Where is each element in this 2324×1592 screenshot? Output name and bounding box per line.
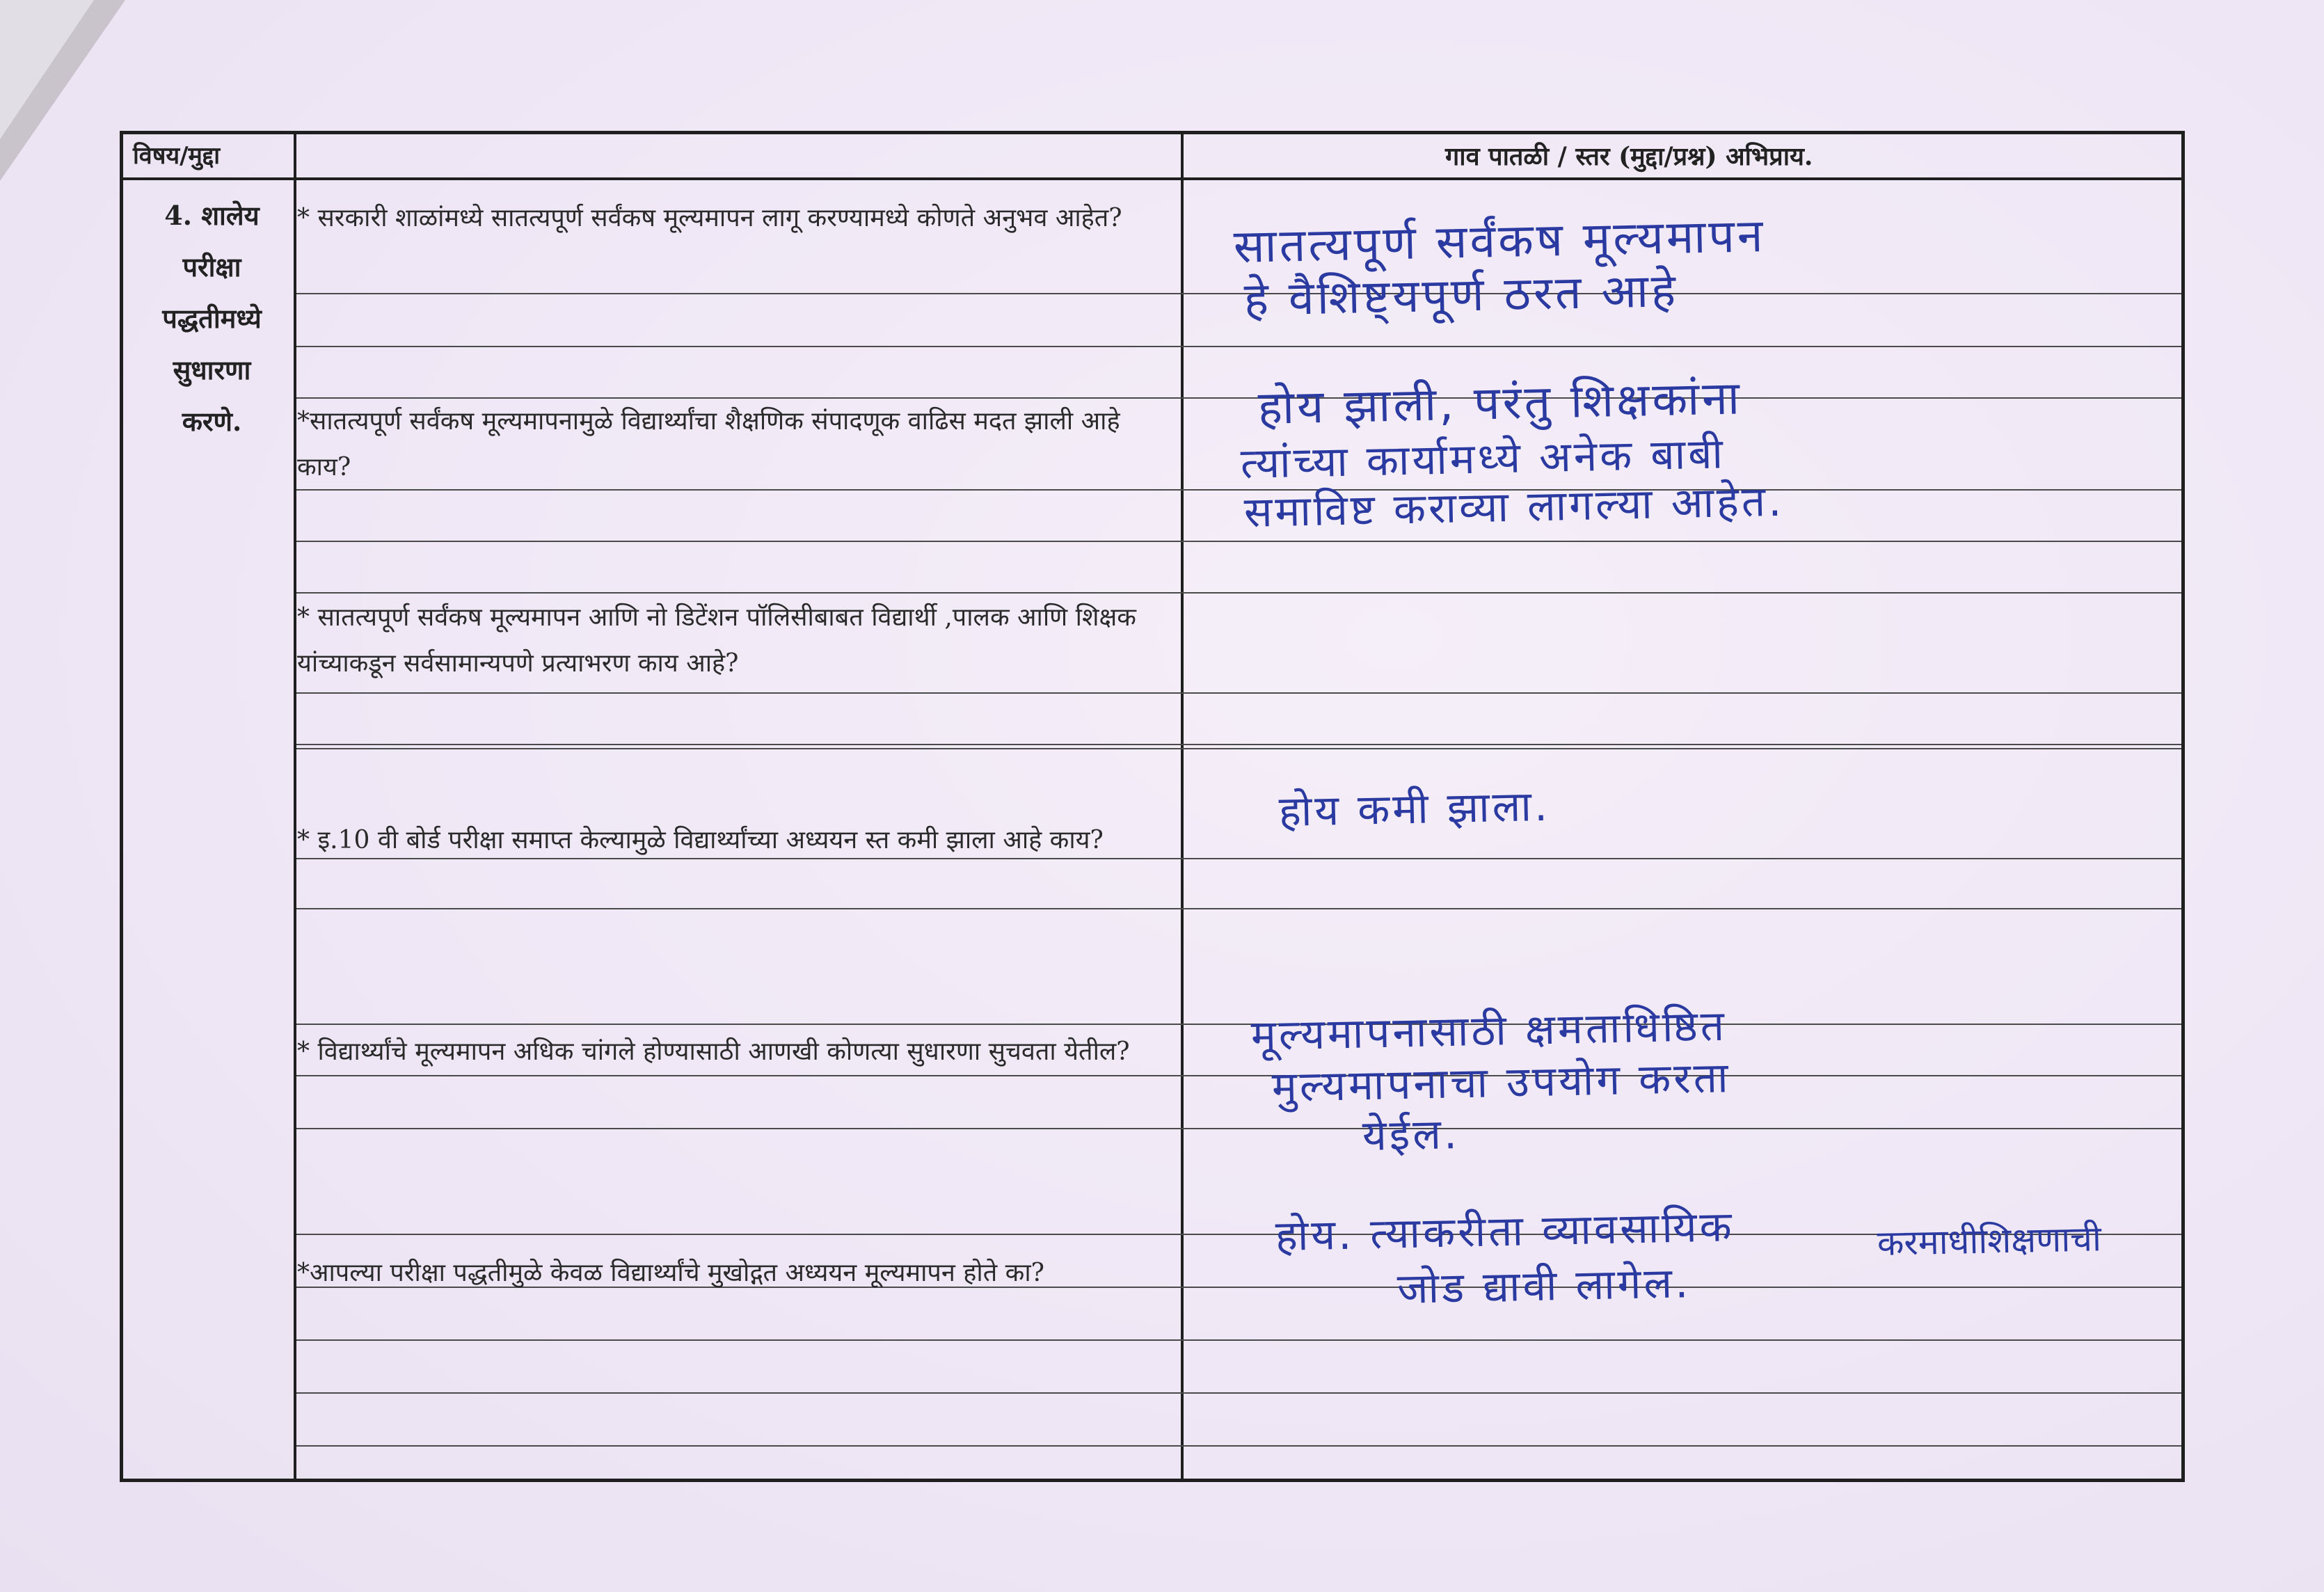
subject-line: करणे. [182, 406, 242, 437]
answer-6-line-1-tail: करमाधीशिक्षणाची [1877, 1218, 2102, 1264]
answer-2-line-1: होय झाली, परंतु शिक्षकांना [1257, 371, 1743, 435]
ruled-line [296, 1392, 2181, 1394]
answer-6-line-1: होय. त्याकरीता व्यावसायिक [1275, 1202, 1735, 1261]
answer-2-line-3: समाविष्ट कराव्या लागल्या आहेत. [1243, 477, 1785, 537]
subject-line: 4. शालेय [164, 200, 260, 231]
ruled-line [296, 692, 2181, 694]
question-6: *आपल्या परीक्षा पद्धतीमुळे केवळ विद्यार्थ्यांचे मुखोद्गत अध्ययन मूल्यमापन होते का? [297, 1259, 1044, 1287]
header-response: गाव पातळी / स्तर (मुद्दा/प्रश्न) अभिप्राय. [1445, 142, 1813, 171]
ruled-line [296, 744, 2181, 745]
question-4: * इ.10 वी बोर्ड परीक्षा समाप्त केल्यामुळे विद्यार्थ्यांच्या अध्ययन स्त कमी झाला आहे काय? [297, 826, 1104, 854]
header-divider [123, 177, 2181, 180]
answer-6-line-2: जोड द्यावी लागेल. [1396, 1259, 1692, 1314]
ruled-line [296, 1075, 2181, 1076]
feedback-table [120, 131, 2185, 1482]
answer-2-line-2: त्यांच्या कार्यामध्ये अनेक बाबी [1240, 429, 1726, 488]
ruled-line [296, 748, 2181, 749]
ruled-line [296, 592, 2181, 594]
subject-line: सुधारणा [173, 354, 251, 385]
question-2: *सातत्यपूर्ण सर्वंकष मूल्यमापनामुळे विद्यार्थ्यांचा शैक्षणिक संपादणूक वाढिस मदत झाली आहे काय? [297, 407, 1120, 481]
col-divider-response [1181, 134, 1184, 1479]
question-1: * सरकारी शाळांमध्ये सातत्यपूर्ण सर्वंकष मूल्यमापन लागू करण्यामध्ये कोणते अनुभव आहेत? [297, 204, 1122, 232]
question-3: * सातत्यपूर्ण सर्वंकष मूल्यमापन आणि नो डिटेंशन पॉलिसीबाबत विद्यार्थी ,पालक आणि शिक्षक यांच्याकडून सर्वसामान्यपणे प्रत्याभरण काय आहे? [297, 603, 1136, 678]
ruled-line [296, 293, 2181, 294]
ruled-line [296, 908, 2181, 909]
subject-line: पद्धतीमध्ये [162, 303, 262, 334]
answer-5-line-1: मूल्यमापनासाठी क्षमताधिष्ठित [1250, 1001, 1728, 1060]
answer-5-line-2: मुल्यमापनाचा उपयोग करता [1271, 1053, 1732, 1112]
answer-1-line-2: हे वैशिष्ट्यपूर्ण ठरत आहे [1243, 263, 1679, 326]
subject-cell [130, 190, 294, 447]
ruled-line [296, 1024, 2181, 1025]
folded-corner-highlight [0, 0, 94, 139]
answer-1-line-1: सातत्यपूर्ण सर्वंकष मूल्यमापन [1233, 208, 1767, 273]
col-divider-subject [294, 134, 296, 1479]
ruled-line [296, 1128, 2181, 1129]
answer-5-line-3: येईल. [1362, 1110, 1461, 1161]
answer-4-line-1: होय कमी झाला. [1278, 781, 1551, 836]
subject-line: परीक्षा [182, 251, 241, 282]
ruled-line [296, 1339, 2181, 1341]
ruled-line [296, 541, 2181, 542]
question-5: * विद्यार्थ्यांचे मूल्यमापन अधिक चांगले होण्यासाठी आणखी कोणत्या सुधारणा सुचवता येतील? [297, 1037, 1130, 1066]
ruled-line [296, 346, 2181, 347]
ruled-line [296, 1445, 2181, 1447]
header-subject: विषय/मुद्दा [133, 142, 221, 170]
